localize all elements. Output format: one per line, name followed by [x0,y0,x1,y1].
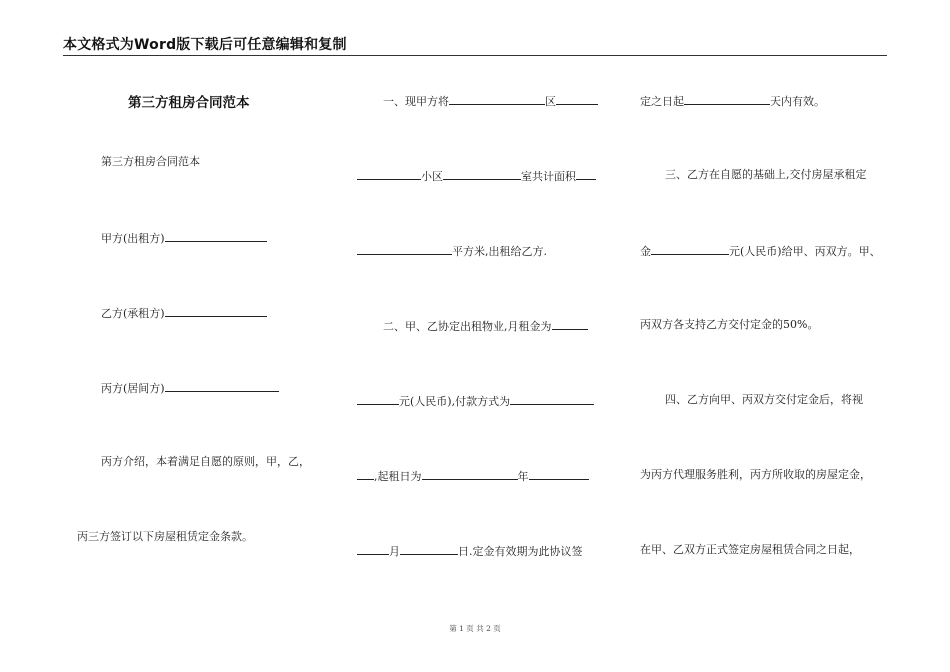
blank-field [357,543,389,555]
col3-line-2: 三、乙方在自愿的基础上,交付房屋承租定 [665,168,867,181]
col2-line-2: 小区 室共计面积 [357,168,596,184]
col1-line-1: 第三方租房合同范本 [101,155,200,168]
document-title: 第三方租房合同范本 [128,95,250,111]
col2-line-7: 月 日.定金有效期为此协议签 [357,543,583,559]
blank-field [552,318,588,330]
col3-line-6: 为丙方代理服务胜利，丙方所收取的房屋定金， [640,468,871,481]
page-number: 第 1 页 共 2 页 [449,624,501,633]
blank-field [165,305,267,317]
col1-line-party-b: 乙方(承租方) [101,305,267,321]
blank-field [357,243,452,255]
col2-line-6: ,起租日为 年 [357,468,589,484]
blank-field [576,168,596,180]
blank-field [443,168,521,180]
blank-field [422,468,518,480]
blank-field [357,168,421,180]
blank-field [510,393,594,405]
col3-line-7: 在甲、乙双方正式签定房屋租赁合同之日起， [640,543,860,556]
blank-field [400,543,458,555]
blank-field [357,393,399,405]
blank-field [684,93,770,105]
document-header [63,33,887,56]
blank-field [449,93,545,105]
blank-field [529,468,589,480]
blank-field [165,380,279,392]
blank-field [165,230,267,242]
blank-field [556,93,598,105]
col1-line-party-c: 丙方(居间方) [101,380,279,396]
col3-line-5: 四、乙方向甲、丙双方交付定金后，将视 [665,393,863,406]
col2-line-1: 一、现甲方将 区 [383,93,598,109]
header-title: 本文格式为Word版下载后可任意编辑和复制 [63,37,347,53]
col3-line-4: 丙双方各支持乙方交付定金的50%。 [640,318,819,331]
col1-line-6: 丙三方签订以下房屋租赁定金条款。 [77,530,253,543]
col2-line-5: 元(人民币),付款方式为 [357,393,594,409]
col3-line-3: 金 元(人民币)给甲、丙双方。甲、 [640,245,881,258]
blank-field [357,468,374,480]
col3-line-1: 定之日起 天内有效。 [640,95,825,108]
col1-line-party-a: 甲方(出租方) [101,230,267,246]
col2-line-4: 二、甲、乙协定出租物业,月租金为 [383,318,588,334]
blank-field [651,243,729,255]
col2-line-3: 平方米,出租给乙方. [357,243,547,259]
col1-line-5: 丙方介绍，本着满足自愿的原则，甲，乙， [101,455,310,468]
